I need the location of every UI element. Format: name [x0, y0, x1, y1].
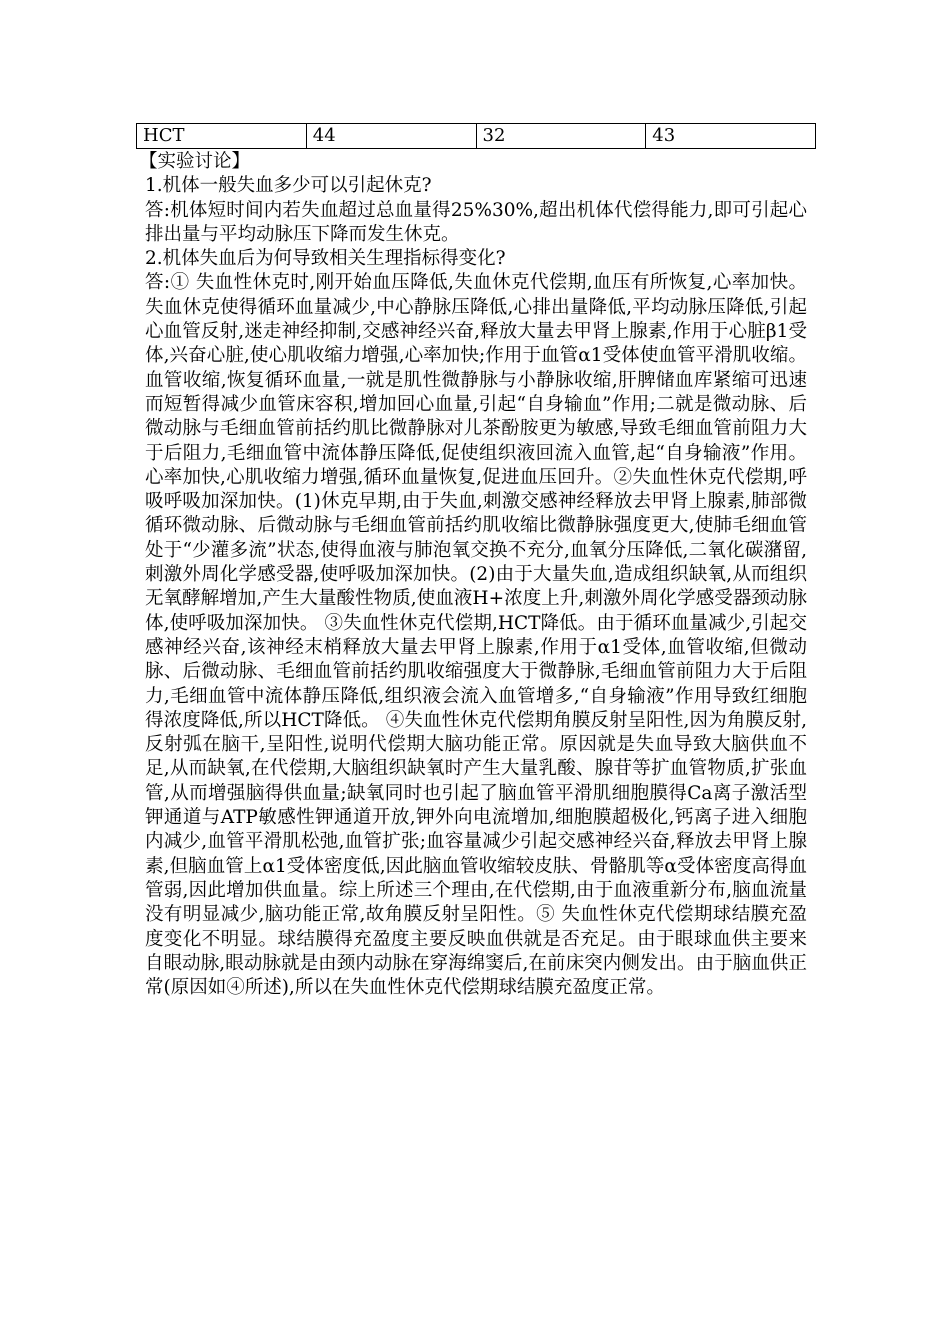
- table-cell: 32: [476, 124, 646, 149]
- table-cell: HCT: [137, 124, 307, 149]
- discussion-section: [139, 150, 807, 1000]
- question-1: 1.机体一般失血多少可以引起休克?: [145, 175, 432, 197]
- table-row: [137, 124, 816, 149]
- data-table: [136, 123, 816, 149]
- table-cell: 43: [646, 124, 816, 149]
- section-heading: 【实验讨论】: [139, 151, 251, 172]
- answer-2: 答:① 失血性休克时,刚开始血压降低,失血休克代偿期,血压有所恢复,心率加快。失血休克使得循环血量减少,中心静脉压降低,心排出量降低,平均动脉压降低,引起心血管反射,迷走神经抑制,交感神经兴奋,释放大量去甲肾上腺素,作用于心脏β1受体,兴奋心脏,使心肌收缩力增强,心率加快;作用于血管α1受体使血管平滑肌收缩。血管收缩,恢复循环血量,一就是肌性微静脉与小静脉收缩,肝脾储血库紧缩可迅速而短暂得减少血管床容积,增加回心血量,引起“自身输血”作用;二就是微动脉、后微动脉与毛细血管前括约肌比微静脉对儿茶酚胺更为敏感,导致毛细血管前阻力大于后阻力,毛细血管中流体静压降低,促使组织液回流入血管,起“自身输液”作用。心率加快,心肌收缩力增强,循环血量恢复,促进血压回升。②失血性休克代偿期,呼吸呼吸加深加快。(1)休克早期,由于失血,刺激交感神经释放去甲肾上腺素,肺部微循环微动脉、后微动脉与毛细血管前括约肌收缩比微静脉强度更大,使肺毛细血管处于“少灌多流”状态,使得血液与肺泡氧交换不充分,血氧分压降低,二氧化碳潴留,刺激外周化学感受器,使呼吸加深加快。(2)由于大量失血,造成组织缺氧,从而组织无氧酵解增加,产生大量酸性物质,使血液H+浓度上升,刺激外周化学感受器颈动脉体,使呼吸加深加快。 ③失血性休克代偿期,HCT降低。由于循环血量减少,引起交感神经兴奋,该神经末梢释放大量去甲肾上腺素,作用于α1受体,血管收缩,但微动脉、后微动脉、毛细血管前括约肌收缩强度大于微静脉,毛细血管前阻力大于后阻力,毛细血管中流体静压降低,组织液会流入血管增多,“自身输液”作用导致红细胞得浓度降低,所以HCT降低。 ④失血性休克代偿期角膜反射呈阳性,因为角膜反射,反射弧在脑干,呈阳性,说明代偿期大脑功能正常。原因就是失血导致大脑供血不足,从而缺氧,在代偿期,大脑组织缺氧时产生大量乳酸、腺苷等扩血管物质,扩张血管,从而增强脑得供血量;缺氧同时也引起了脑血管平滑肌细胞膜得Ca离子激活型钾通道与ATP敏感性钾通道开放,钾外向电流增加,细胞膜超极化,钙离子进入细胞内减少,血管平滑肌松弛,血管扩张;血容量减少引起交感神经兴奋,释放去甲肾上腺素,但脑血管上α1受体密度低,因此脑血管收缩较皮肤、骨骼肌等α受体密度高得血管弱,因此增加供血量。综上所述三个理由,在代偿期,由于血液重新分布,脑血流量没有明显减少,脑功能正常,故角膜反射呈阳性。⑤ 失血性休克代偿期球结膜充盈度变化不明显。球结膜得充盈度主要反映血供就是否充足。由于眼球血供主要来自眼动脉,眼动脉就是由颈内动脉在穿海绵窦后,在前床突内侧发出。由于脑血供正常(原因如④所述),所以在失血性休克代偿期球结膜充盈度正常。: [145, 272, 807, 999]
- question-2: 2.机体失血后为何导致相关生理指标得变化?: [145, 248, 506, 270]
- answer-1: 答:机体短时间内若失血超过总血量得25%30%,超出机体代偿得能力,即可引起心排出量与平均动脉压下降而发生休克。: [145, 199, 807, 245]
- table-cell: 44: [306, 124, 476, 149]
